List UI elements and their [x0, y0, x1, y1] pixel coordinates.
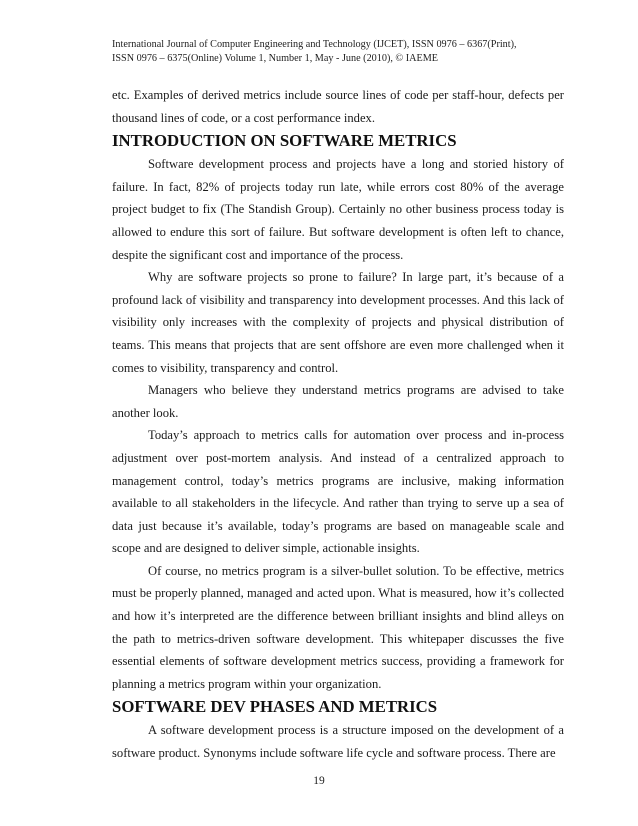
paragraph: Of course, no metrics program is a silver-bullet solution. To be effective, metrics must be properly planned, managed and acted upon. What is measured, how it’s collected and how it’s interpreted are the difference between brilliant insights and blind alleys on the path to metrics-driven software development. This whitepaper discusses the five essential elements of software development metrics success, providing a framework for planning a metrics program within your organization.: [112, 563, 564, 691]
section-heading-phases: SOFTWARE DEV PHASES AND METRICS: [112, 697, 438, 717]
section-heading-introduction: INTRODUCTION ON SOFTWARE METRICS: [112, 131, 457, 151]
paragraph: Why are software projects so prone to failure? In large part, it’s because of a profound lack of visibility and transparency into development processes. And this lack of visibility only increases with the complexity of projects and physical distribution of teams. This means that projects that are sent offshore are even more challenged when it comes to visibility, transparency and control.: [112, 270, 564, 375]
paragraph: Software development process and projects have a long and storied history of failure. In fact, 82% of projects today run late, while errors cost 80% of the average project budget to fix (The Standish Group). Certainly no other business process today is allowed to endure this sort of failure. But software development is often left to chance, despite the significant cost and importance of the process.: [112, 157, 564, 262]
paragraph: A software development process is a structure imposed on the development of a software product. Synonyms include software life cycle and software process. There are: [112, 723, 564, 761]
header-line-2: ISSN 0976 – 6375(Online) Volume 1, Number 1, May - June (2010), © IAEME: [112, 53, 438, 64]
page-number: 19: [313, 775, 325, 787]
paragraph: Today’s approach to metrics calls for automation over process and in-process adjustment over post-mortem analysis. And instead of a centralized approach to management control, today’s metrics programs are inclusive, making information available to all stakeholders in the lifecycle. And rather than trying to serve up a sea of data just because it’s available, today’s programs are based on manageable scale and scope and are designed to deliver simple, actionable insights.: [112, 428, 564, 556]
intro-paragraph: etc. Examples of derived metrics include source lines of code per staff-hour, defects per thousand lines of code, or a cost performance index.: [112, 88, 564, 125]
article-body: [112, 84, 564, 765]
running-header: [112, 38, 552, 66]
paragraph: Managers who believe they understand metrics programs are advised to take another look.: [112, 383, 564, 420]
header-line-1: International Journal of Computer Engineering and Technology (IJCET), ISSN 0976 – 6367(Print),: [112, 39, 517, 50]
